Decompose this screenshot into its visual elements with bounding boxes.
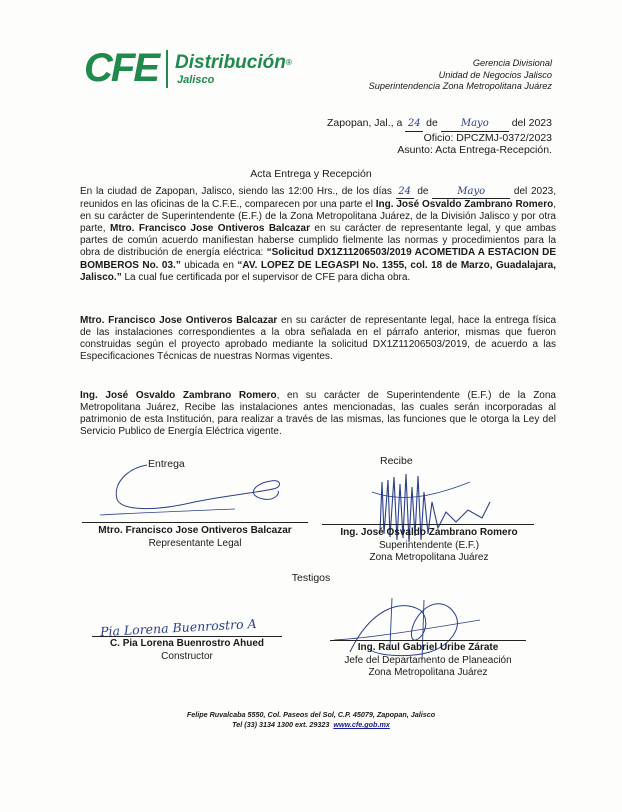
witness-1-signature: Pia Lorena Buenrostro A: [99, 615, 257, 640]
entrega-signature-line: [82, 522, 308, 523]
paragraph-1: [80, 186, 556, 284]
header-line-1: Gerencia Divisional: [472, 58, 552, 68]
p3-text: , en su carácter de Superintendente (E.F.) de la Zona Metropolitana Juárez, Recibe las instalaciones antes mencionadas, las cuales serán incorporadas al patrimonio de esta Institución, para realizar a través de las mismas, las funciones que le otorga la Ley del Servicio Publico de Energía Eléctrica vigente.: [80, 390, 556, 438]
footer-phone: Tel (33) 3134 1300 ext. 29323: [232, 720, 330, 729]
witness-2-signature-line: [330, 640, 526, 641]
witnesses-heading: Testigos: [291, 572, 331, 584]
p2-text: en su carácter de representante legal, hace la entrega física de las instalaciones correspondientes a la obra señalada en el párrafo anterior, mismas que fueron construidas según el proyecto aprobado mediante la solicitud DX1Z11206503/2019, de acuerdo a las Especificaciones Técnicas de nuestras Normas vigentes.: [80, 315, 557, 363]
date-place: Zapopan, Jal., a: [327, 117, 403, 129]
p1-day: 24: [396, 186, 414, 199]
asunto: Asunto: Acta Entrega-Recepción.: [397, 144, 552, 156]
p1-month: Mayo: [432, 186, 510, 199]
p2-name: Mtro. Francisco Jose Ontiveros Balcazar: [80, 315, 278, 326]
letterhead: [369, 58, 552, 93]
p1-text-e: ubicada en: [184, 259, 234, 271]
p1-text-d: en su carácter de representante legal, y que ambas partes de común acuerdo manifiestan haberse cumplido fielmente las normas y procedimientos para la obra de distribución de energía eléctrica:: [80, 223, 556, 259]
p1-text-b: del 2023, reunidos en las oficinas de la C.F.E., comparecen por una parte el: [80, 186, 557, 211]
date-day: 24: [405, 118, 423, 132]
cfe-logo: [84, 44, 294, 94]
p1-text-c: , en su carácter de Superintendente (E.F.) de la Zona Metropolitana Juárez, de la División Jalisco y por otra parte,: [80, 199, 557, 235]
footer-website-link[interactable]: www.cfe.gob.mx: [333, 720, 390, 729]
registered-mark: ®: [285, 58, 292, 67]
header-line-2: Unidad de Negocios Jalisco: [438, 69, 552, 80]
recibe-role-2: Zona Metropolitana Juárez: [369, 552, 489, 563]
footer-contact: [0, 720, 622, 730]
logo-name: [175, 52, 292, 74]
footer-address: Felipe Ruvalcaba 5550, Col. Paseos del Sol, C.P. 45079, Zapopan, Jalisco: [186, 710, 436, 719]
p1-solicitud: “Solicitud DX1Z11206503/2019 ACOMETIDA A ESTACION DE BOMBEROS No. 03.”: [80, 247, 557, 271]
witness-1: [72, 638, 302, 663]
dateline: [327, 117, 552, 157]
logo-divider: [166, 50, 168, 88]
recibe-signatory: [316, 527, 542, 565]
witness-2: [322, 642, 534, 680]
p1-text-f: La cual fue certificada por el supervisor de CFE para dicha obra.: [124, 271, 411, 283]
witness-1-role: Constructor: [161, 650, 213, 662]
recibe-signature-line: [322, 524, 534, 525]
witness-2-role-2: Zona Metropolitana Juárez: [368, 667, 488, 678]
logo-name-text: Distribución: [175, 52, 286, 73]
date-year: del 2023: [511, 117, 552, 129]
paragraph-3: [80, 390, 556, 438]
footer: [0, 710, 622, 730]
logo-region: Jalisco: [177, 74, 215, 86]
entrega-signatory: [72, 525, 318, 550]
date-de: de: [426, 117, 438, 129]
p1-address: “AV. LOPEZ DE LEGASPI No. 1355, col. 18 de Marzo, Guadalajara, Jalisco.”: [80, 259, 556, 283]
date-line: [327, 117, 552, 132]
p1-name-receiver: Ing. José Osvaldo Zambrano Romero: [375, 199, 554, 211]
p1-name-representative: Mtro. Francisco Jose Ontiveros Balcazar: [110, 223, 310, 235]
paragraph-2: [80, 315, 556, 363]
recibe-name: Ing. José Osvaldo Zambrano Romero: [340, 527, 518, 538]
document-title: Acta Entrega y Recepción: [250, 168, 372, 180]
date-month: Mayo: [441, 118, 509, 132]
entrega-signature-drawing: [95, 455, 285, 525]
entrega-role: Representante Legal: [148, 537, 242, 549]
oficio-number: Oficio: DPCZMJ-0372/2023: [423, 131, 552, 144]
recibe-role-1: Superintendente (E.F.): [378, 539, 480, 551]
entrega-name: Mtro. Francisco Jose Ontiveros Balcazar: [98, 525, 292, 536]
p1-text-a: En la ciudad de Zapopan, Jalisco, siendo las 12:00 Hrs., de los días: [80, 186, 392, 197]
p1-de: de: [417, 186, 429, 197]
cfe-logo-mark: CFE: [84, 46, 158, 90]
witness-1-signature-line: [92, 636, 282, 637]
p3-name: Ing. José Osvaldo Zambrano Romero: [80, 390, 277, 401]
entrega-label: Entrega: [148, 458, 185, 470]
header-line-3: Superintendencia Zona Metropolitana Juárez: [368, 81, 552, 91]
witness-2-name: Ing. Raul Gabriel Uribe Zárate: [357, 642, 499, 653]
witness-1-name: C. Pia Lorena Buenrostro Ahued: [109, 638, 265, 649]
recibe-label: Recibe: [380, 455, 413, 467]
witness-2-role-1: Jefe del Departamento de Planeación: [344, 654, 512, 666]
